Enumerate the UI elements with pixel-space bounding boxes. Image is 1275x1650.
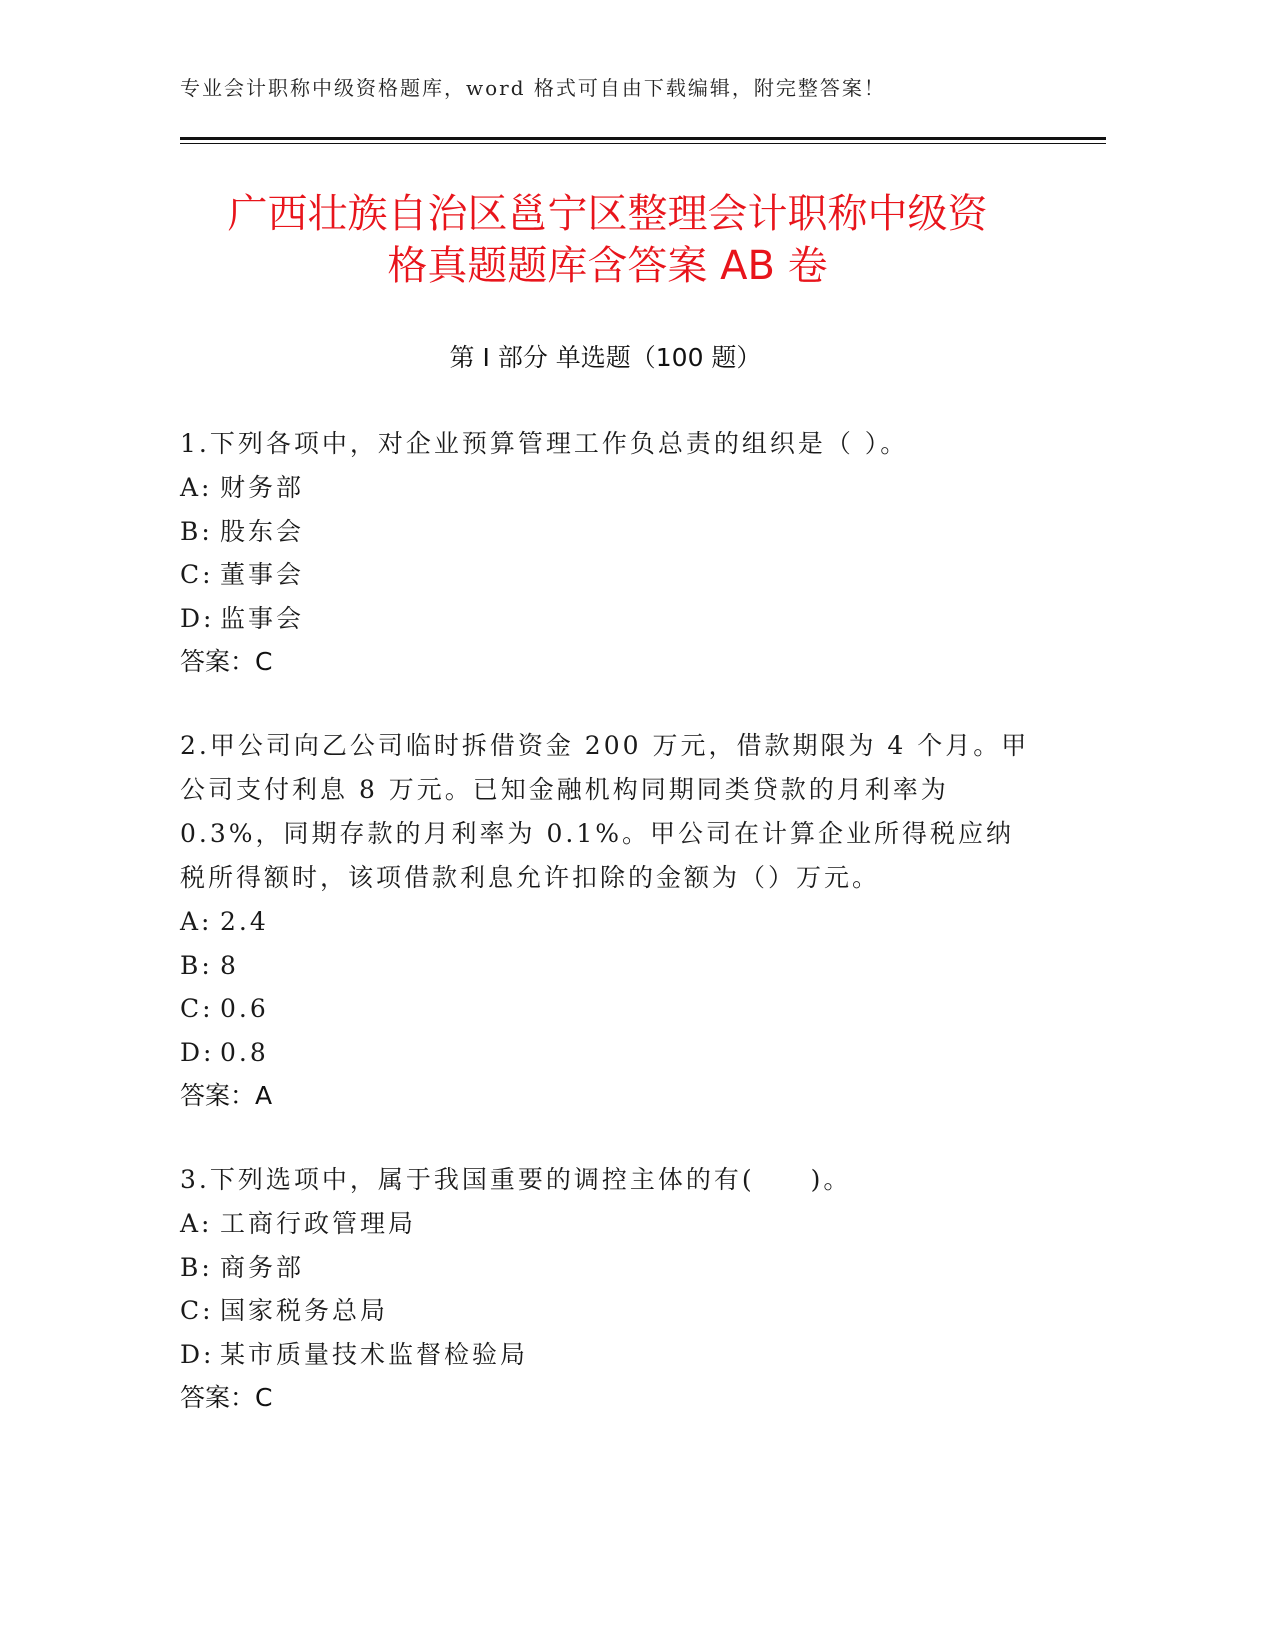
document-title-line-1: 广西壮族自治区邕宁区整理会计职称中级资 — [227, 191, 988, 237]
option-letter: D: — [180, 1037, 215, 1067]
option-d — [180, 1031, 1040, 1075]
option-text: 0.8 — [220, 1037, 269, 1067]
option-text: 2.4 — [220, 907, 269, 936]
question-3 — [180, 1158, 1040, 1420]
option-letter: B: — [180, 1252, 213, 1282]
option-list — [180, 900, 1040, 1074]
option-letter: C: — [180, 560, 214, 589]
question-stem: 2.甲公司向乙公司临时拆借资金 200 万元，借款期限为 4 个月。甲公司支付利息 8 万元。已知金融机构同期同类贷款的月利率为 0.3%，同期存款的月利率为 0.1%。甲公司在计算企业所得税应纳税所得额时，该项借款利息允许扣除的金额为（）万元。 — [180, 731, 1030, 892]
question-2 — [180, 724, 1040, 1118]
document-title — [160, 188, 1055, 292]
option-letter: A: — [180, 1209, 213, 1238]
question-1 — [180, 422, 1040, 684]
header-divider-thin — [180, 143, 1106, 144]
question-stem: 1.下列各项中，对企业预算管理工作负总责的组织是（ ）。 — [180, 429, 909, 458]
option-letter: B: — [180, 950, 213, 980]
header-note: 专业会计职称中级资格题库，word 格式可自由下载编辑，附完整答案！ — [180, 76, 886, 100]
header-divider-thick — [180, 137, 1106, 140]
option-text: 0.6 — [220, 994, 269, 1023]
option-letter: B: — [180, 516, 213, 546]
option-b — [180, 1246, 1040, 1290]
option-a — [180, 900, 1040, 944]
option-d — [180, 597, 1040, 641]
option-letter: C: — [180, 994, 214, 1023]
option-text: 某市质量技术监督检验局 — [220, 1339, 529, 1369]
option-list — [180, 1202, 1040, 1376]
answer-line: 答案：A — [180, 1081, 273, 1110]
option-c — [180, 987, 1040, 1031]
option-c — [180, 553, 1040, 597]
option-text: 财务部 — [220, 473, 305, 502]
option-text: 董事会 — [220, 560, 305, 589]
answer-line: 答案：C — [180, 1383, 273, 1412]
option-letter: D: — [180, 603, 215, 633]
option-text: 工商行政管理局 — [220, 1209, 417, 1238]
option-a — [180, 1202, 1040, 1246]
option-list — [180, 466, 1040, 640]
option-text: 8 — [220, 950, 239, 980]
option-letter: A: — [180, 907, 213, 936]
option-letter: A: — [180, 473, 213, 502]
option-a — [180, 466, 1040, 510]
option-d — [180, 1333, 1040, 1377]
option-letter: C: — [180, 1296, 214, 1325]
answer-line: 答案：C — [180, 647, 273, 676]
document-title-line-2: 格真题题库含答案 AB 卷 — [387, 243, 828, 289]
question-list — [180, 422, 1040, 1460]
option-b — [180, 944, 1040, 988]
question-stem: 3.下列选项中，属于我国重要的调控主体的有( )。 — [180, 1165, 852, 1194]
option-text: 商务部 — [220, 1252, 305, 1282]
option-c — [180, 1289, 1040, 1333]
section-heading: 第 I 部分 单选题（100 题） — [449, 343, 762, 372]
option-text: 国家税务总局 — [220, 1296, 389, 1325]
option-letter: D: — [180, 1339, 215, 1369]
option-text: 股东会 — [220, 516, 305, 546]
option-text: 监事会 — [220, 603, 305, 633]
option-b — [180, 510, 1040, 554]
